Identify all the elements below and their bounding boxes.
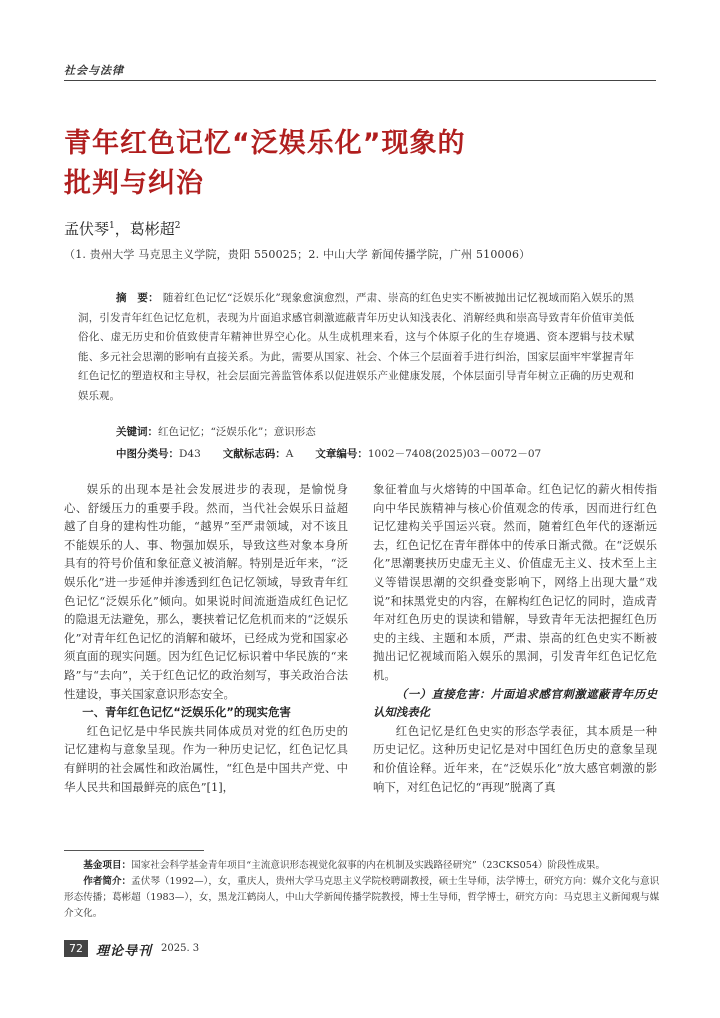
- page-number: 72: [64, 940, 88, 957]
- title-line-2: 批判与纠治: [64, 168, 204, 199]
- header-rule: [64, 80, 656, 81]
- footnotes: [64, 858, 662, 922]
- abstract: [78, 289, 634, 406]
- article-id-value: 1002－7408(2025)03－0072－07: [367, 448, 542, 460]
- abstract-label: 摘 要：: [116, 292, 159, 304]
- body-paragraph: 娱乐的出现本是社会发展进步的表现，是愉悦身心、舒缓压力的重要手段。然而，当代社会娱乐日益超越了自身的建构性功能，“越界”至严肃领域，对不该且不能娱乐的人、事、物强加娱乐，导致这些对象本身所具有的符号价值和象征意义被消解。特别是近年来，“泛娱乐化”进一步延伸并渗透到红色记忆领域，导致青年红色记忆“泛娱乐化”倾向。如果说时间流逝造成红色记忆的隐退无法避免，那么，裹挟着记忆危机而来的“泛娱乐化”对青年红色记忆的消解和破坏，已经成为党和国家必须直面的现实问题。因为红色记忆标识着中华民族的“来路”与“去向”，关于红色记忆的政治刻写，事关政治合法性建设，事关国家意识形态安全。: [64, 482, 348, 701]
- author-2: 葛彬超: [129, 220, 175, 238]
- author-separator: ，: [114, 220, 130, 238]
- body-column-right: [373, 480, 657, 796]
- author-1-sup: 1: [109, 221, 115, 231]
- footnote-rule: [64, 850, 204, 851]
- keywords-text: 红色记忆；“泛娱乐化”；意识形态: [158, 426, 316, 438]
- classification-line: [116, 446, 541, 461]
- doc-code-label: 文献标志码：: [222, 448, 286, 460]
- authors: [64, 218, 181, 239]
- fund-label: 基金项目：: [83, 860, 132, 871]
- fund-text: 国家社会科学基金青年项目“主流意识形态视觉化叙事的内在机制及实践路径研究”（23CKS054）阶段性成果。: [131, 860, 606, 871]
- body-column-left: [64, 480, 348, 796]
- article-title: [64, 124, 664, 204]
- affiliations: （1. 贵州大学 马克思主义学院，贵阳 550025；2. 中山大学 新闻传播学院，广州 510006）: [64, 248, 531, 261]
- journal-name: 理论导刊: [96, 944, 153, 959]
- fund-note: [64, 858, 662, 874]
- abstract-text: 随着红色记忆“泛娱乐化”现象愈演愈烈，严肃、崇高的红色史实不断被抛出记忆视域而陷入娱乐的黑洞，引发青年红色记忆危机，表现为片面追求感官刺激遮蔽青年历史认知浅表化、消解经典和崇高导致青年价值审美低俗化、虚无历史和价值致使青年精神世界空心化。从生成机理来看，这与个体原子化的生存境遇、资本逻辑与技术赋能、多元社会思潮的影响有直接关系。为此，需要从国家、社会、个体三个层面着手进行纠治，国家层面牢牢掌握青年红色记忆的塑造权和主导权，社会层面完善监管体系以促进娱乐产业健康发展，个体层面引导青年树立正确的历史观和娱乐观。: [78, 292, 635, 402]
- keywords-label: 关键词：: [116, 426, 158, 438]
- article-id-label: 文章编号：: [315, 448, 368, 460]
- bio-note: [64, 874, 662, 922]
- subsection-heading: （一）直接危害：片面追求感官刺激遮蔽青年历史认知浅表化: [373, 686, 657, 720]
- doc-code-value: A: [285, 448, 294, 460]
- body-paragraph: 象征着血与火熔铸的中国革命。红色记忆的薪火相传指向中华民族精神与核心价值观念的传承，因而进行红色记忆建构关乎国运兴衰。然而，随着红色年代的逐渐远去，红色记忆在青年群体中的传承日渐式微。在“泛娱乐化”思潮裹挟历史虚无主义、价值虚无主义、技术至上主义等错误思潮的交织叠变影响下，网络上出现大量“戏说”和抹黑党史的内容，在解构红色记忆的同时，造成青年对红色历史的误读和错解，导致青年无法把握红色历史的主线、主题和本质，严肃、崇高的红色史实不断被抛出记忆视域而陷入娱乐的黑洞，引发青年红色记忆危机。: [373, 482, 657, 682]
- issue-number: 2025. 3: [161, 943, 200, 954]
- author-2-sup: 2: [174, 221, 181, 231]
- bio-text: 孟伏琴（1992—），女，重庆人，贵州大学马克思主义学院校聘副教授，硕士生导师，法学博士，研究方向：媒介文化与意识形态传播；葛彬超（1983—），女，黑龙江鹤岗人，中山大学新闻传播学院教授，博士生导师，哲学博士，研究方向：马克思主义新闻观与媒介文化。: [64, 876, 660, 919]
- section-tag: 社会与法律: [64, 64, 124, 77]
- clc-value: D43: [179, 448, 201, 460]
- body-paragraph: 红色记忆是中华民族共同体成员对党的红色历史的记忆建构与意象呈现。作为一种历史记忆，红色记忆具有鲜明的社会属性和政治属性，“红色是中国共产党、中华人民共和国最鲜亮的底色”[1]，: [64, 723, 348, 794]
- body-paragraph: 红色记忆是红色史实的形态学表征，其本质是一种历史记忆。这种历史记忆是对中国红色历史的意象呈现和价值诠释。近年来，在“泛娱乐化”放大感官刺激的影响下，对红色记忆的“再现”脱离了真: [373, 723, 657, 794]
- clc-label: 中图分类号：: [116, 448, 179, 460]
- bio-label: 作者简介：: [83, 876, 132, 887]
- section-heading: 一、青年红色记忆“泛娱乐化”的现实危害: [82, 705, 291, 720]
- title-line-1: 青年红色记忆“泛娱乐化”现象的: [64, 128, 466, 159]
- author-1: 孟伏琴: [64, 220, 110, 238]
- keywords: [116, 424, 316, 439]
